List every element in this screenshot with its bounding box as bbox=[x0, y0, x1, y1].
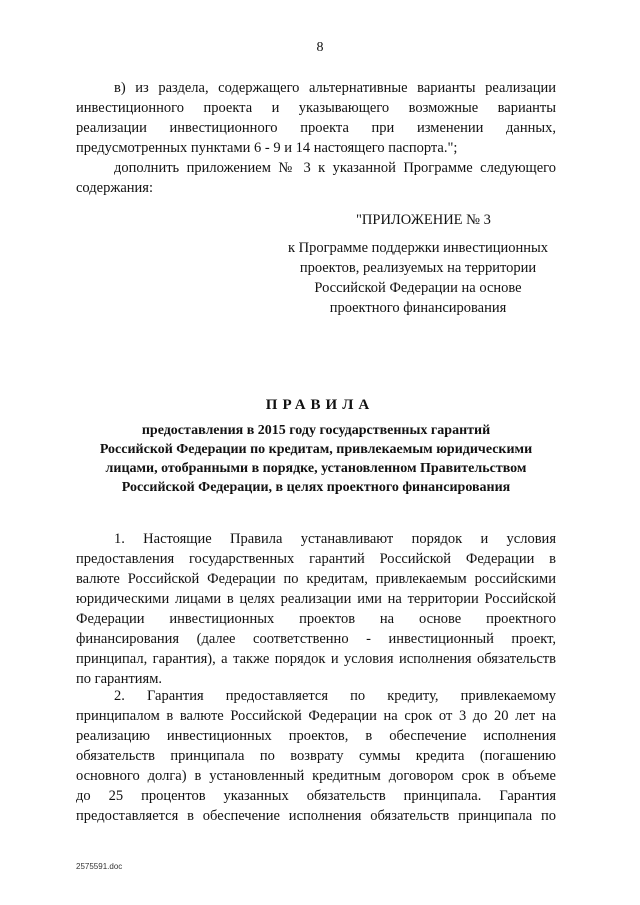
file-name-footer: 2575591.doc bbox=[76, 862, 123, 871]
paragraph-1 bbox=[76, 529, 556, 689]
appendix-line: к Программе поддержки инвестиционных bbox=[287, 240, 549, 256]
text-line: в) из раздела, содержащего альтернативные варианты реализации bbox=[114, 80, 556, 96]
text-line: реализацию инвестиционных проектов, в обеспечение исполнения bbox=[76, 728, 556, 744]
text-line: предоставления государственных гарантий Российской Федерации в bbox=[76, 551, 556, 567]
text-line: 2. Гарантия предоставляется по кредиту, привлекаемому bbox=[114, 688, 556, 704]
text-line: предоставляется в обеспечение исполнения обязательств принципала по bbox=[76, 808, 556, 824]
text-line: Федерации инвестиционных проектов на основе проектного bbox=[76, 611, 556, 627]
text-line: предусмотренных пунктами 6 - 9 и 14 настоящего паспорта."; bbox=[76, 140, 458, 156]
text-line: содержания: bbox=[76, 180, 154, 196]
appendix-line: проектов, реализуемых на территории bbox=[299, 260, 537, 276]
text-line: инвестиционного проекта и указывающего возможные варианты bbox=[76, 100, 556, 116]
intro-paragraph bbox=[76, 78, 556, 198]
subtitle-line: Российской Федерации по кредитам, привлекаемым юридическими bbox=[99, 442, 533, 457]
text-line: финансирования (далее соответственно - инвестиционный проект, bbox=[76, 631, 556, 647]
text-line: реализации инвестиционного проекта при изменении данных, bbox=[76, 120, 556, 136]
page-number: 8 bbox=[316, 40, 324, 55]
text-line: 1. Настоящие Правила устанавливают порядок и условия bbox=[114, 531, 556, 547]
subtitle-line: предоставления в 2015 году государственных гарантий bbox=[141, 423, 491, 438]
subtitle-line: лицами, отобранными в порядке, установленном Правительством bbox=[105, 461, 527, 476]
appendix-caption bbox=[280, 238, 556, 318]
appendix-line: Российской Федерации на основе bbox=[314, 280, 522, 296]
rules-subtitle bbox=[76, 421, 556, 497]
subtitle-line: Российской Федерации, в целях проектного финансирования bbox=[121, 480, 511, 495]
text-line: юридическими лицами в целях реализации ими на территории Российской bbox=[76, 591, 556, 607]
text-line: до 25 процентов указанных обязательств принципала. Гарантия bbox=[76, 788, 556, 804]
paragraph-2 bbox=[76, 686, 556, 826]
text-line: основного долга) в установленный кредитным договором срок в объеме bbox=[76, 768, 556, 784]
text-line: по гарантиям. bbox=[76, 671, 163, 687]
text-line: принципал, гарантия), а также порядок и условия исполнения обязательств bbox=[76, 651, 556, 667]
appendix-line: проектного финансирования bbox=[329, 300, 507, 316]
text-line: принципалом в валюте Российской Федерации на срок от 3 до 20 лет на bbox=[76, 708, 556, 724]
text-line: дополнить приложением № 3 к указанной Программе следующего bbox=[114, 160, 556, 176]
rules-title: ПРАВИЛА bbox=[265, 397, 375, 413]
text-line: валюте Российской Федерации по кредитам, привлекаемым российскими bbox=[76, 571, 556, 587]
text-line: обязательств принципала по возврату суммы кредита (погашению bbox=[76, 748, 556, 764]
appendix-title: "ПРИЛОЖЕНИЕ № 3 bbox=[356, 212, 491, 228]
